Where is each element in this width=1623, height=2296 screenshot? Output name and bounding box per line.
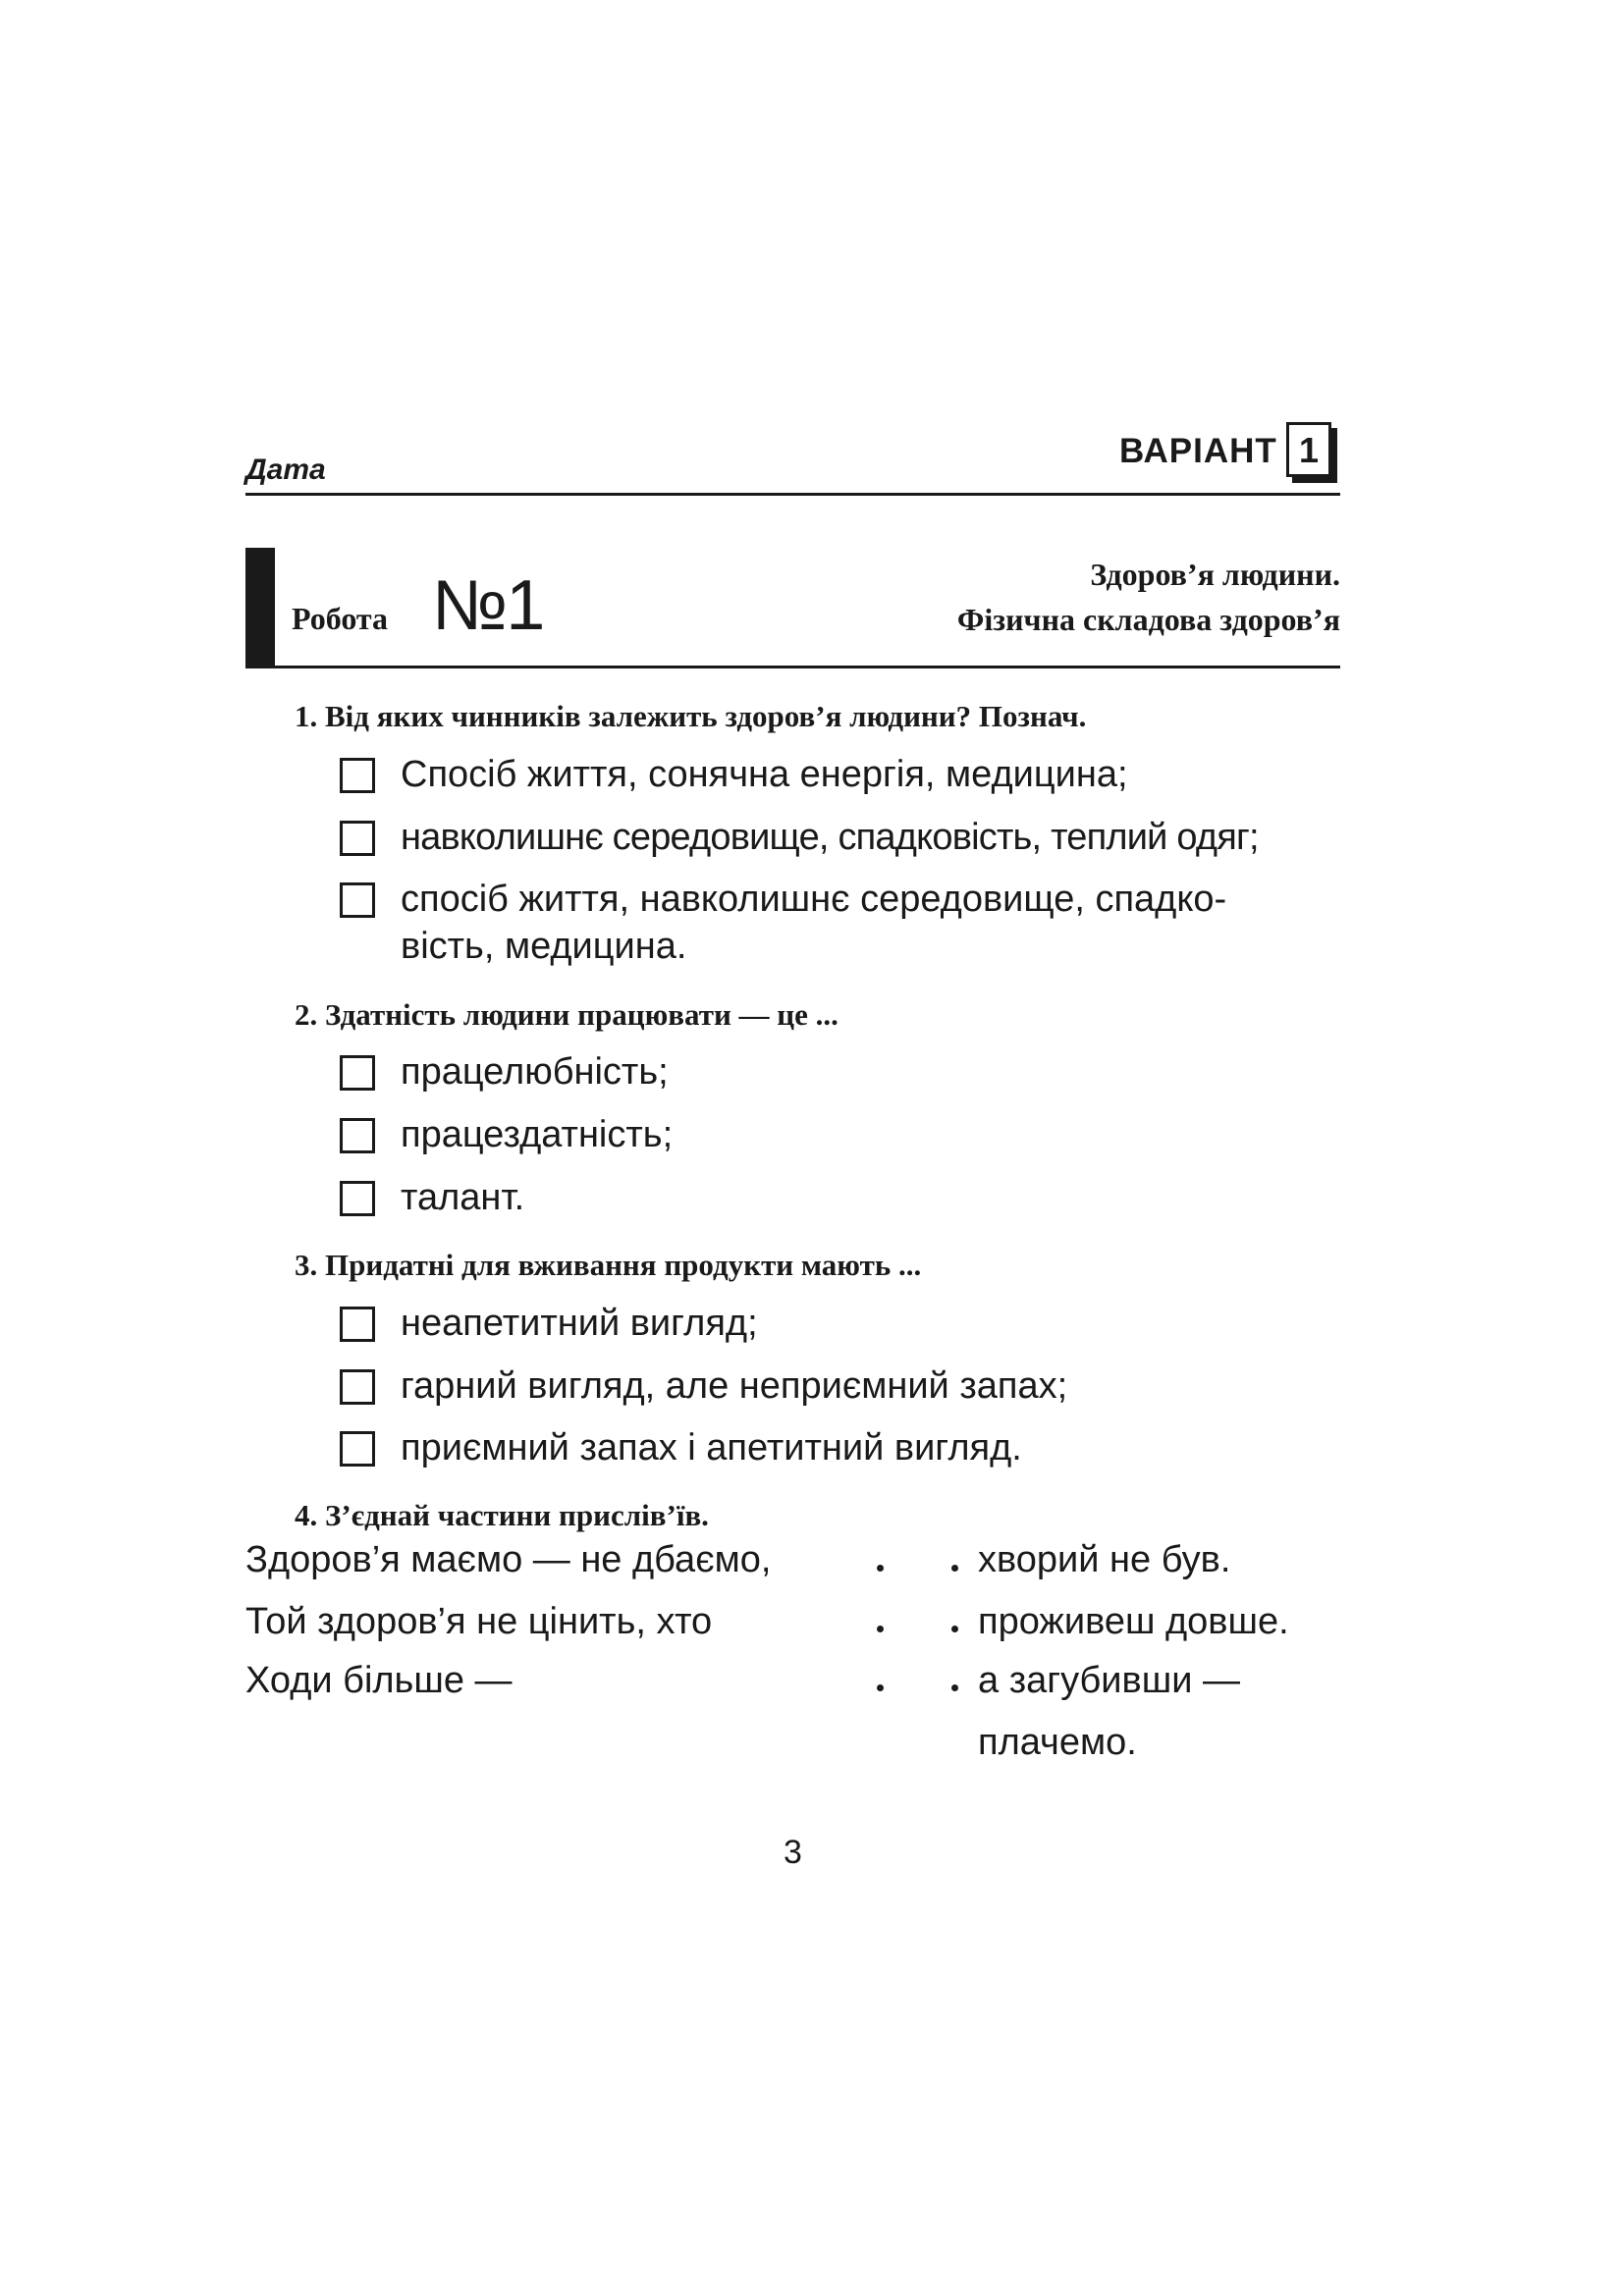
q2-option-2-label: працездатність; <box>401 1114 674 1155</box>
proverb-start-2: Той здоров’я не цінить, хто <box>245 1601 713 1642</box>
match-dot-left-1[interactable] <box>877 1565 884 1572</box>
variant-label: ВАРІАНТ <box>1119 432 1277 470</box>
question-3: 3. Придатні для вживання продукти мають ... <box>295 1248 922 1282</box>
q3-option-1-label: неапетитний вигляд; <box>401 1303 758 1344</box>
q1-option-1-label: Спосіб життя, сонячна енергія, медицина; <box>401 754 1128 795</box>
date-label: Дата <box>245 454 326 486</box>
q1-option-2-label: навколишнє середовище, спадковість, теплий одяг; <box>401 817 1259 858</box>
work-label: Робота <box>292 601 389 636</box>
q2-option-3-checkbox[interactable] <box>340 1181 375 1216</box>
q2-option-3-label: талант. <box>401 1177 525 1218</box>
match-dot-right-3[interactable] <box>951 1684 958 1691</box>
work-topic-line-1: Здоров’я людини. <box>1090 557 1340 592</box>
proverb-end-3-line-1: а загубивши — <box>978 1660 1240 1701</box>
proverb-end-3-line-2: плачемо. <box>978 1722 1137 1763</box>
q3-option-3-checkbox[interactable] <box>340 1431 375 1467</box>
match-dot-right-1[interactable] <box>951 1565 958 1572</box>
variant-number-box: 1 <box>1286 422 1331 477</box>
q1-option-2-checkbox[interactable] <box>340 821 375 856</box>
title-divider <box>245 666 1340 668</box>
proverb-end-2: проживеш довше. <box>978 1601 1289 1642</box>
proverb-start-1: Здоров’я маємо — не дбаємо, <box>245 1539 772 1580</box>
q3-option-3-label: приємний запах і апетитний вигляд. <box>401 1427 1022 1468</box>
work-title-bar <box>245 548 275 666</box>
proverb-end-1: хворий не був. <box>978 1539 1231 1580</box>
question-1: 1. Від яких чинників залежить здоров’я людини? Познач. <box>295 699 1087 733</box>
q2-option-1-checkbox[interactable] <box>340 1055 375 1091</box>
match-dot-right-2[interactable] <box>951 1626 958 1632</box>
match-dot-left-3[interactable] <box>877 1684 884 1691</box>
work-number: №1 <box>432 566 544 645</box>
q1-option-3-line-2: вість, медицина. <box>401 926 687 967</box>
q3-option-2-label: гарний вигляд, але неприємний запах; <box>401 1365 1068 1407</box>
q1-option-3-checkbox[interactable] <box>340 882 375 918</box>
q3-option-2-checkbox[interactable] <box>340 1369 375 1405</box>
q2-option-1-label: працелюбність; <box>401 1051 669 1093</box>
match-dot-left-2[interactable] <box>877 1626 884 1632</box>
q1-option-3-label <box>401 876 1226 970</box>
work-topic <box>957 552 1340 642</box>
q1-option-3-line-1: спосіб життя, навколишнє середовище, спадко- <box>401 879 1227 920</box>
question-4: 4. З’єднай частини прислів’їв. <box>295 1498 709 1532</box>
work-topic-line-2: Фізична складова здоров’я <box>956 602 1340 637</box>
q3-option-1-checkbox[interactable] <box>340 1307 375 1342</box>
header-divider <box>245 493 1340 496</box>
q1-option-1-checkbox[interactable] <box>340 758 375 793</box>
page-number: 3 <box>784 1834 802 1871</box>
question-2: 2. Здатність людини працювати — це ... <box>295 997 839 1032</box>
q2-option-2-checkbox[interactable] <box>340 1118 375 1153</box>
proverb-start-3: Ходи більше — <box>245 1660 513 1701</box>
